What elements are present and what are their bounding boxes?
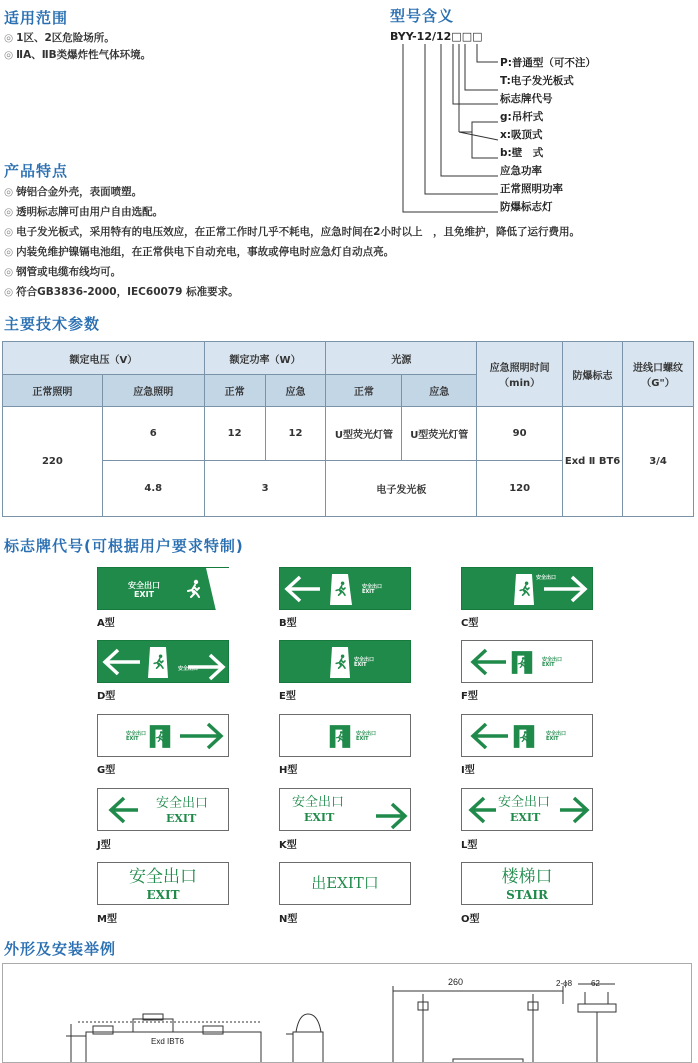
sign-label: K型 (279, 840, 297, 851)
sign-label: I型 (461, 765, 475, 776)
model-meaning: b:壁 式 (500, 147, 544, 159)
cell-light-emergency: U型荧光灯管 (402, 407, 477, 461)
cell-light-normal: U型荧光灯管 (326, 407, 402, 461)
signs-title: 标志牌代号(可根据用户要求特制) (4, 537, 244, 555)
feature-item: ◎ 内装免维护镍镉电池组，在正常供电下自动充电，事故或停电时应急灯自动点亮。 (4, 246, 395, 258)
sign-n (279, 862, 411, 905)
header-thread: 进线口螺纹（G"） (623, 342, 694, 407)
sign-f-text: 安全出口 EXIT (542, 657, 563, 668)
model-meaning: 标志牌代号 (500, 93, 553, 105)
specs-table (2, 341, 694, 517)
header-normal-light: 正常照明 (3, 375, 103, 407)
sign-label: L型 (461, 840, 478, 851)
cell-power: 3 (204, 461, 326, 517)
sign-h-text: 安全出口 EXIT (356, 731, 377, 742)
sign-f-graphic (462, 641, 594, 684)
sign-b-graphic (280, 568, 412, 611)
sign-i-graphic (462, 715, 594, 758)
sign-label: C型 (461, 618, 479, 629)
sign-h-graphic (280, 715, 412, 758)
model-title: 型号含义 (390, 7, 455, 25)
sign-d-graphic (98, 641, 230, 684)
dim-hole: 2-ϕ8 (556, 979, 573, 988)
header-light-normal: 正常 (326, 375, 402, 407)
sign-b-text: 安全出口 EXIT (362, 584, 383, 595)
feature-item: ◎ 透明标志牌可由用户自由选配。 (4, 206, 164, 218)
sign-l-text-en: EXIT (510, 811, 541, 824)
sign-k-text-cn: 安全出口 (292, 795, 345, 810)
sign-g-graphic (98, 715, 230, 758)
bullet-icon: ◎ (4, 206, 14, 218)
sign-k (279, 788, 411, 831)
header-emergency-light: 应急照明 (102, 375, 204, 407)
model-meaning: 正常照明功率 (500, 183, 563, 195)
header-voltage: 额定电压（V） (3, 342, 205, 375)
feature-item: ◎ 铸铝合金外壳，表面喷塑。 (4, 186, 143, 198)
scope-title: 适用范围 (4, 9, 69, 27)
sign-b (279, 567, 411, 610)
sign-i-text: 安全出口 EXIT (546, 731, 567, 742)
install-drawing (2, 963, 692, 1063)
sign-a-text: 安全出口 EXIT (128, 581, 160, 599)
sign-label: H型 (279, 765, 298, 776)
header-time: 应急照明时间（min） (477, 342, 563, 407)
cell-voltage-emergency: 6 (102, 407, 204, 461)
bullet-icon: ◎ (4, 266, 14, 278)
header-power-emergency: 应急 (265, 375, 326, 407)
dim-260: 260 (448, 977, 464, 987)
install-title: 外形及安装举例 (4, 940, 117, 958)
model-meaning: T:电子发光板式 (500, 75, 574, 87)
header-power: 额定功率（W） (204, 342, 326, 375)
cell-exmark: Exd Ⅱ BT6 (563, 407, 623, 517)
cell-thread: 3/4 (623, 407, 694, 517)
header-light: 光源 (326, 342, 477, 375)
model-meaning: 应急功率 (500, 165, 542, 177)
sign-j-text-cn: 安全出口 (156, 796, 209, 811)
sign-d-text: 安全出口 (178, 666, 199, 672)
cell-time: 120 (477, 461, 563, 517)
sign-g (97, 714, 229, 757)
sign-label: O型 (461, 914, 480, 925)
sign-f (461, 640, 593, 683)
header-power-normal: 正常 (204, 375, 265, 407)
sign-a-graphic (98, 568, 230, 611)
sign-label: A型 (97, 618, 115, 629)
cell-light: 电子发光板 (326, 461, 477, 517)
sign-label: B型 (279, 618, 297, 629)
sign-j (97, 788, 229, 831)
dim-62: 62 (591, 979, 600, 988)
bullet-icon: ◎ (4, 186, 14, 198)
cell-time: 90 (477, 407, 563, 461)
sign-l-text-cn: 安全出口 (498, 795, 551, 810)
features-title: 产品特点 (4, 162, 69, 180)
model-meaning: 防爆标志灯 (500, 201, 553, 213)
scope-item: ◎ ⅡA、ⅡB类爆炸性气体环境。 (4, 49, 152, 61)
sign-label: F型 (461, 691, 478, 702)
bullet-icon: ◎ (4, 49, 14, 61)
header-light-emergency: 应急 (402, 375, 477, 407)
model-meaning: g:吊杆式 (500, 111, 544, 123)
cell-power-emergency: 12 (265, 407, 326, 461)
bullet-icon: ◎ (4, 246, 14, 258)
sign-o-text-cn: 楼梯口 (501, 867, 553, 887)
sign-k-text-en: EXIT (304, 811, 335, 824)
sign-g-text: 安全出口 EXIT (126, 731, 147, 742)
sign-c (461, 567, 593, 610)
sign-e (279, 640, 411, 683)
exd-label: Exd IBT6 (151, 1037, 184, 1046)
sign-c-text: 安全出口 (536, 575, 557, 581)
model-meaning: x:吸顶式 (500, 129, 543, 141)
model-bracket-diagram (395, 40, 505, 215)
sign-e-text: 安全出口 EXIT (354, 657, 375, 668)
feature-item: ◎ 钢管或电缆布线均可。 (4, 266, 122, 278)
scope-item: ◎ 1区、2区危险场所。 (4, 32, 115, 44)
sign-label: D型 (97, 691, 116, 702)
sign-j-text-en: EXIT (166, 812, 197, 825)
sign-m-text-en: EXIT (146, 888, 180, 902)
sign-e-graphic (280, 641, 412, 684)
sign-label: N型 (279, 914, 298, 925)
sign-m-text-cn: 安全出口 (129, 867, 197, 887)
sign-label: M型 (97, 914, 117, 925)
sign-l (461, 788, 593, 831)
sign-o (461, 862, 593, 905)
model-meaning: P:普通型（可不注） (500, 57, 596, 69)
model-code: BYY-12/12□□□ (390, 30, 483, 43)
technical-drawing (3, 964, 692, 1063)
sign-c-graphic (462, 568, 594, 611)
bullet-icon: ◎ (4, 226, 14, 238)
specs-title: 主要技术参数 (4, 315, 101, 333)
sign-label: E型 (279, 691, 296, 702)
sign-a (97, 567, 229, 610)
sign-i (461, 714, 593, 757)
bullet-icon: ◎ (4, 286, 14, 298)
bullet-icon: ◎ (4, 32, 14, 44)
feature-item: ◎ 符合GB3836-2000，IEC60079 标准要求。 (4, 286, 239, 298)
cell-voltage-emergency: 4.8 (102, 461, 204, 517)
sign-label: J型 (97, 840, 111, 851)
sign-o-text-en: STAIR (506, 888, 548, 902)
sign-label: G型 (97, 765, 116, 776)
sign-h (279, 714, 411, 757)
sign-n-text: 出EXIT口 (311, 874, 379, 892)
sign-d (97, 640, 229, 683)
feature-item: ◎ 电子发光板式，采用特有的电压效应，在正常工作时几乎不耗电，应急时间在2小时以上 ，且免维护，降低了运行费用。 (4, 226, 580, 238)
cell-power-normal: 12 (204, 407, 265, 461)
cell-voltage-normal: 220 (3, 407, 103, 517)
sign-m (97, 862, 229, 905)
header-exmark: 防爆标志 (563, 342, 623, 407)
